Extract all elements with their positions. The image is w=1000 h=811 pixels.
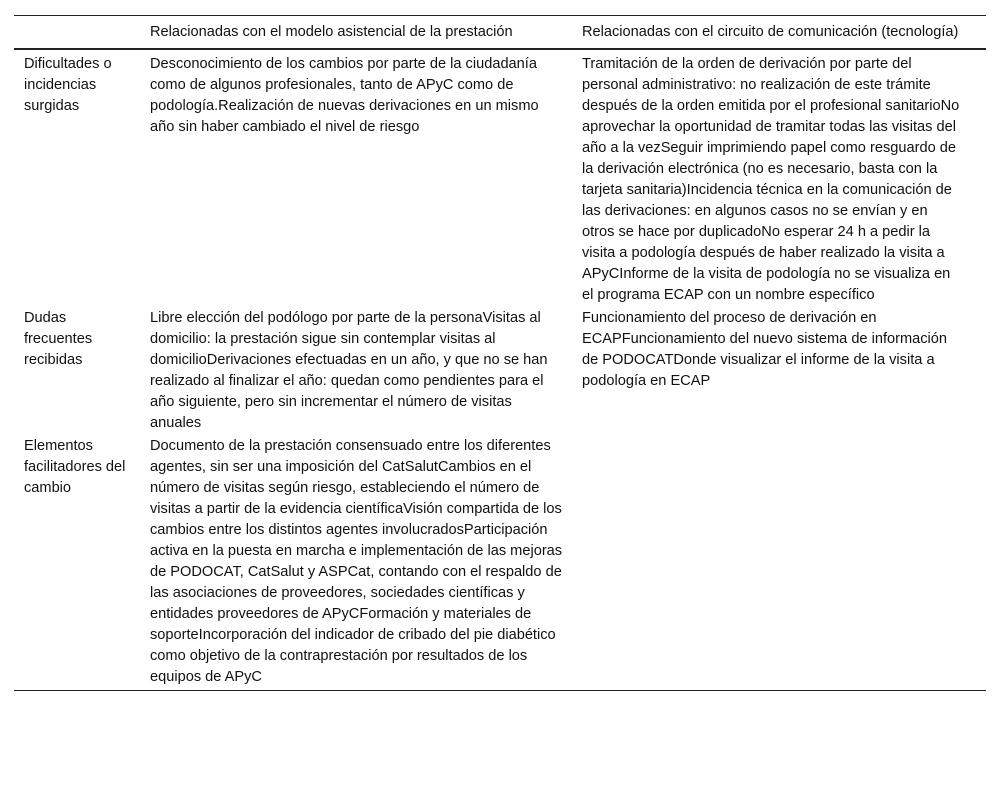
table-body [14,49,986,691]
header-row [14,16,986,50]
cell-modelo: Libre elección del podólogo por parte de la personaVisitas al domicilio: la prestación sigue sin contemplar visitas al domicilioDerivaciones efectuadas en un año, y que no se han realizado al finalizar el año: quedan como pendientes para el año siguiente, pero sin incrementar el número de visitas anuales [150,310,548,431]
header-cell-modelo: Relacionadas con el modelo asistencial de la prestación [150,24,513,40]
cell-circuito: Tramitación de la orden de derivación por parte del personal administrativo: no realización de este trámite después de la orden emitida por el profesional sanitarioNo aprovechar la oportunidad de tramitar todas las visitas del año a la vezSeguir imprimiendo papel como resguardo de la derivación electrónica (no es necesario, basta con la tarjeta sanitaria)Incidencia técnica en la comunicación de las derivaciones: en algunos casos no se envían y en otros se hace por duplicadoNo esperar 24 h a pedir la visita a podología después de haber realizado la visita a APyCInforme de la visita de podología no se visualiza en el programa ECAP con un nombre específico [582,56,960,303]
cell-circuito [572,436,986,691]
cell-circuito: Funcionamiento del proceso de derivación en ECAPFuncionamiento del nuevo sistema de información de PODOCATDonde visualizar el informe de la visita a podología en ECAP [582,310,948,389]
header-cell-circuito: Relacionadas con el circuito de comunicación (tecnología) [582,24,959,40]
row-label: Dudas frecuentes recibidas [24,310,93,368]
cell-modelo: Desconocimiento de los cambios por parte de la ciudadanía como de algunos profesionales, tanto de APyC como de podología.Realización de nuevas derivaciones en un mismo año sin haber cambiado el nivel de riesgo [150,56,539,135]
cell-modelo: Documento de la prestación consensuado entre los diferentes agentes, sin ser una imposición del CatSalutCambios en el número de visitas según riesgo, estableciendo el número de visitas a partir de la evidencia científicaVisión compartida de los cambios entre los distintos agentes involucradosParticipación activa en la puesta en marcha e implementación de las mejoras de PODOCAT, CatSalut y ASPCat, contando con el respaldo de las asociaciones de proveedores, sociedades científicas y entidades proveedores de APyCFormación y materiales de soporteIncorporación del indicador de cribado del pie diabético como objetivo de la contraprestación por resultados de los equipos de APyC [150,438,563,685]
row-label: Dificultades o incidencias surgidas [24,56,112,114]
header-cell-empty [14,16,140,50]
table-row [14,308,986,436]
table-row [14,49,986,308]
table-row [14,436,986,691]
table-header [14,16,986,50]
data-table [14,15,986,691]
row-label: Elementos facilitadores del cambio [24,438,126,496]
